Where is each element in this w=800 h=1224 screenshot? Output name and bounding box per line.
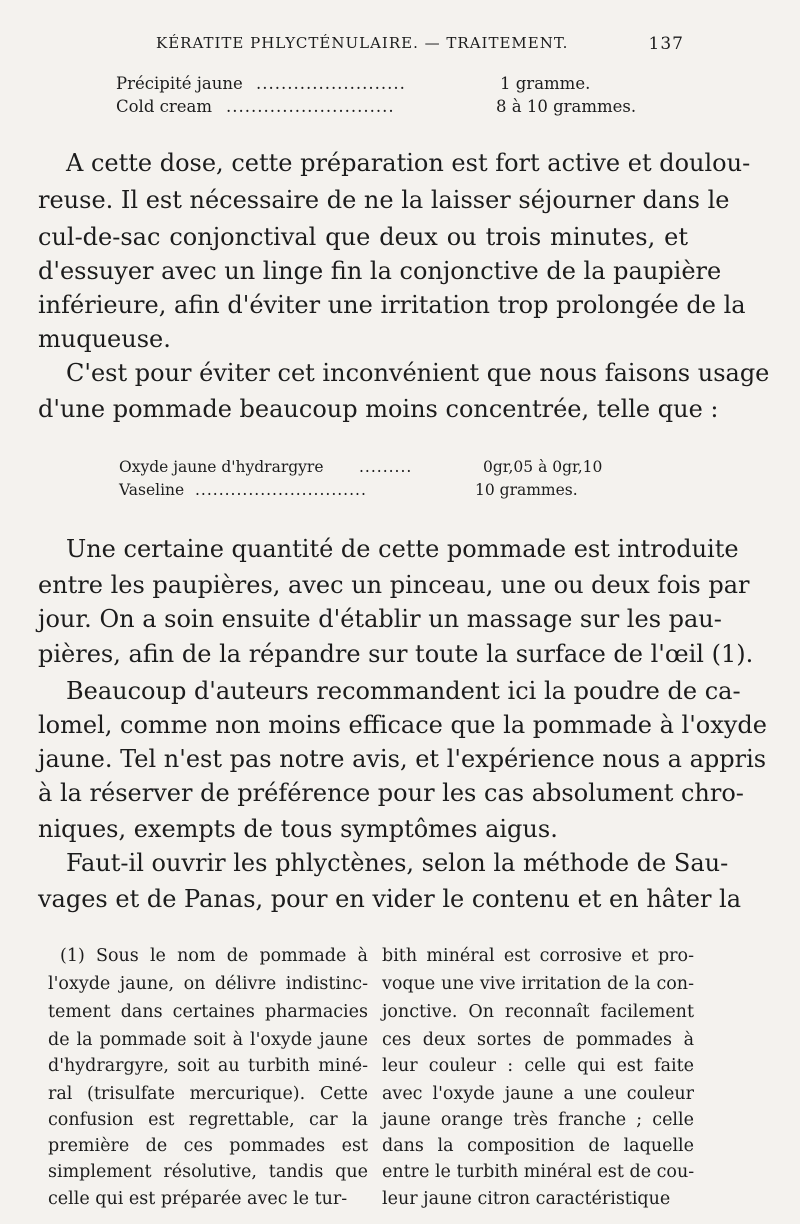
text-line: pières, afin de la répandre sur toute la surface de l'œil (1). [38, 640, 754, 668]
text-line: à la réserver de préférence pour les cas absolument chro- [38, 779, 744, 807]
text-line: C'est pour éviter cet inconvénient que nous faisons usage [66, 359, 770, 387]
ingredient-quantity: 8 à 10 grammes. [496, 97, 637, 116]
footnote-line: première de ces pommades est [48, 1136, 368, 1156]
footnote-line: ces deux sortes de pommades à [382, 1030, 694, 1050]
text-line: Une certaine quantité de cette pommade est introduite [66, 535, 739, 563]
ingredient-quantity: 0gr,05 à 0gr,10 [483, 458, 603, 476]
ingredient-name: Cold cream [116, 97, 213, 116]
page-number: 137 [648, 34, 684, 54]
footnote-line: d'hydrargyre, soit au turbith miné- [48, 1056, 368, 1076]
formula-row [116, 74, 656, 97]
formula-row [116, 97, 656, 120]
text-line: Faut-il ouvrir les phlyctènes, selon la méthode de Sau- [66, 849, 729, 877]
footnote-line: tement dans certaines pharmacies [48, 1002, 368, 1022]
text-line: inférieure, afin d'éviter une irritation trop prolongée de la [38, 291, 746, 319]
ingredient-quantity: 10 grammes. [475, 481, 578, 499]
footnote-line: l'oxyde jaune, on délivre indistinc- [48, 974, 368, 994]
running-header [140, 34, 700, 56]
text-line: jour. On a soin ensuite d'établir un massage sur les pau- [38, 605, 722, 633]
running-title: KÉRATITE PHLYCTÉNULAIRE. — TRAITEMENT. [156, 34, 569, 52]
ingredient-name: Précipité jaune [116, 74, 243, 93]
leader-dots: ........................ [256, 74, 406, 93]
leader-dots: ............................. [195, 481, 367, 499]
formula-row [119, 481, 659, 504]
footnote-line: dans la composition de laquelle [382, 1136, 694, 1156]
text-line: entre les paupières, avec un pinceau, une ou deux fois par [38, 571, 750, 599]
footnote-line: (1) Sous le nom de pommade à [60, 946, 368, 966]
text-line: Beaucoup d'auteurs recommandent ici la poudre de ca- [66, 677, 741, 705]
ingredient-name: Oxyde jaune d'hydrargyre [119, 458, 324, 476]
text-line: A cette dose, cette préparation est fort active et doulou- [66, 149, 751, 177]
footnote-line: avec l'oxyde jaune a une couleur [382, 1084, 694, 1104]
text-line: d'une pommade beaucoup moins concentrée, telle que : [38, 395, 719, 423]
text-line: vages et de Panas, pour en vider le contenu et en hâter la [38, 885, 742, 913]
formula-row [119, 458, 659, 481]
text-line: cul-de-sac conjonctival que deux ou trois minutes, et [38, 223, 688, 251]
text-line: lomel, comme non moins efficace que la pommade à l'oxyde [38, 711, 767, 739]
footnote-line: confusion est regrettable, car la [48, 1110, 368, 1130]
text-line: niques, exempts de tous symptômes aigus. [38, 815, 558, 843]
leader-dots: ......... [359, 458, 413, 476]
footnote-line: leur jaune citron caractéristique [382, 1189, 671, 1209]
text-line: jaune. Tel n'est pas notre avis, et l'expérience nous a appris [38, 745, 767, 773]
text-line: reuse. Il est nécessaire de ne la laisser séjourner dans le [38, 186, 730, 214]
ingredient-name: Vaseline [119, 481, 185, 499]
footnote-line: jaune orange très franche ; celle [382, 1110, 694, 1130]
footnote-line: ral (trisulfate mercurique). Cette [48, 1084, 368, 1104]
footnote-line: entre le turbith minéral est de cou- [382, 1162, 695, 1182]
formula-oxyde [119, 458, 659, 504]
footnote-line: voque une vive irritation de la con- [382, 974, 694, 994]
leader-dots: ........................... [226, 97, 395, 116]
footnote-line: de la pommade soit à l'oxyde jaune [48, 1030, 368, 1050]
footnote-line: leur couleur : celle qui est faite [382, 1056, 694, 1076]
text-line: muqueuse. [38, 325, 171, 353]
footnote-line: bith minéral est corrosive et pro- [382, 946, 694, 966]
ingredient-quantity: 1 gramme. [500, 74, 591, 93]
footnote-line: simplement résolutive, tandis que [48, 1162, 368, 1182]
formula-precipite [116, 74, 656, 120]
footnote-line: celle qui est préparée avec le tur- [48, 1189, 348, 1209]
footnote-line: jonctive. On reconnaît facilement [382, 1002, 694, 1022]
text-line: d'essuyer avec un linge fin la conjonctive de la paupière [38, 257, 722, 285]
